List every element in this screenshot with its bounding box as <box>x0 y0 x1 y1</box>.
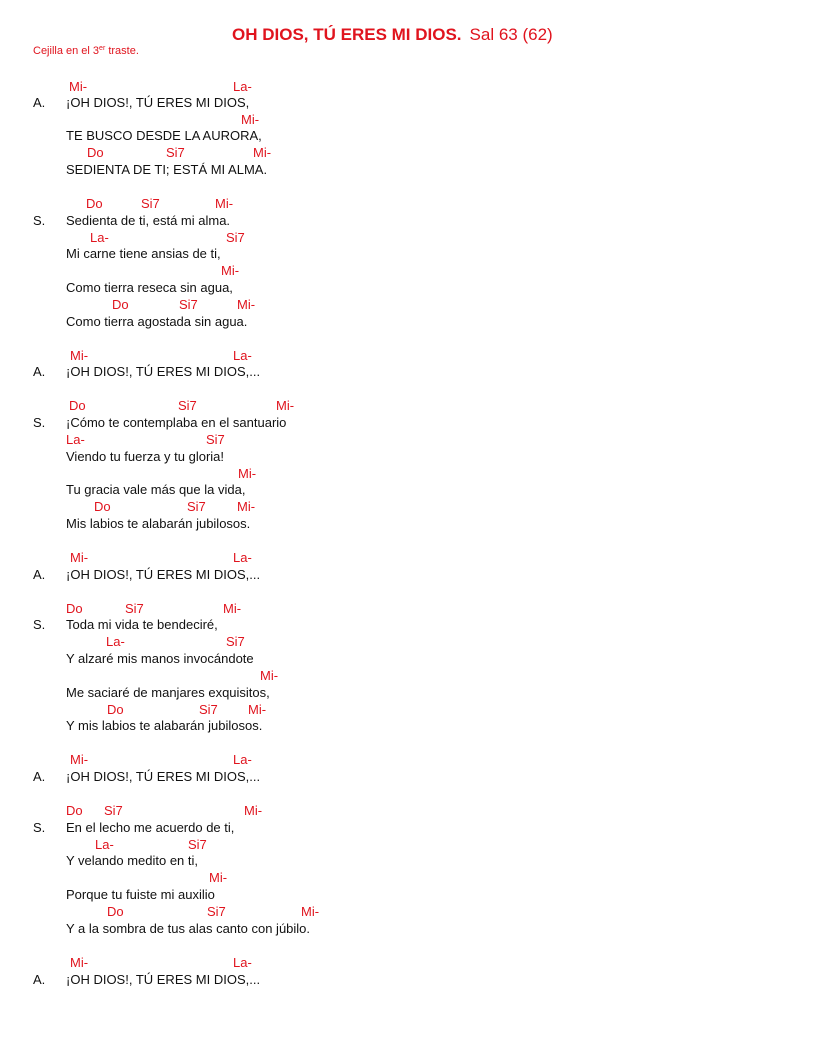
lyric-text: Y velando medito en ti, <box>66 853 199 868</box>
chord: Si7 <box>187 499 206 514</box>
chord: Si7 <box>226 230 245 245</box>
chord: La- <box>90 230 109 245</box>
chord: Mi- <box>237 297 256 312</box>
chord: Mi- <box>215 196 234 211</box>
psalm-reference: Sal 63 (62) <box>469 25 553 44</box>
chord: Si7 <box>188 837 207 852</box>
lyric-text: Tu gracia vale más que la vida, <box>66 482 246 497</box>
capo-superscript: er <box>99 45 106 52</box>
chord: Do <box>66 601 83 616</box>
chord: Mi- <box>237 499 256 514</box>
chord: Mi- <box>241 112 260 127</box>
lyric-text: ¡OH DIOS!, TÚ ERES MI DIOS,... <box>66 567 261 582</box>
chord: Do <box>94 499 111 514</box>
chord: Mi- <box>70 348 89 363</box>
lyric-text: Y alzaré mis manos invocándote <box>66 651 254 666</box>
chord: Mi- <box>238 466 257 481</box>
speaker-label: S. <box>33 617 46 632</box>
lyric-text: Como tierra agostada sin agua. <box>66 314 248 329</box>
speaker-label: A. <box>33 567 46 582</box>
song-title <box>232 25 553 45</box>
chord: Do <box>86 196 103 211</box>
lyric-text: ¡OH DIOS!, TÚ ERES MI DIOS,... <box>66 769 261 784</box>
chord: Si7 <box>178 398 197 413</box>
chord: Do <box>69 398 86 413</box>
lyric-text: TE BUSCO DESDE LA AURORA, <box>66 128 262 143</box>
speaker-label: S. <box>33 213 46 228</box>
lyric-text: Mi carne tiene ansias de ti, <box>66 246 221 261</box>
chord: Si7 <box>226 634 245 649</box>
chord: Si7 <box>206 432 225 447</box>
chord: Mi- <box>223 601 242 616</box>
chord: La- <box>233 79 252 94</box>
chord: Mi- <box>244 803 263 818</box>
chord: La- <box>95 837 114 852</box>
chord: Mi- <box>69 79 88 94</box>
capo-note <box>33 45 139 57</box>
lyric-text: En el lecho me acuerdo de ti, <box>66 820 235 835</box>
chord: Si7 <box>104 803 123 818</box>
chord: Mi- <box>70 752 89 767</box>
chord: La- <box>233 752 252 767</box>
lyric-text: ¡OH DIOS!, TÚ ERES MI DIOS, <box>66 95 250 110</box>
lyric-text: Me saciaré de manjares exquisitos, <box>66 685 270 700</box>
lyric-text: ¡Cómo te contemplaba en el santuario <box>66 415 287 430</box>
chord: La- <box>106 634 125 649</box>
speaker-label: A. <box>33 364 46 379</box>
speaker-label: S. <box>33 820 46 835</box>
title-text: OH DIOS, TÚ ERES MI DIOS. <box>232 25 462 44</box>
lyric-text: Toda mi vida te bendeciré, <box>66 617 218 632</box>
lyric-text: ¡OH DIOS!, TÚ ERES MI DIOS,... <box>66 972 261 987</box>
chord: La- <box>66 432 85 447</box>
chord: Mi- <box>70 550 89 565</box>
chord: Mi- <box>276 398 295 413</box>
chord: Si7 <box>141 196 160 211</box>
lyric-text: ¡OH DIOS!, TÚ ERES MI DIOS,... <box>66 364 261 379</box>
chord: Do <box>107 702 124 717</box>
chord: Mi- <box>253 145 272 160</box>
lyric-text: Como tierra reseca sin agua, <box>66 280 233 295</box>
lyric-text: Y mis labios te alabarán jubilosos. <box>66 718 263 733</box>
speaker-label: S. <box>33 415 46 430</box>
lyric-text: Porque tu fuiste mi auxilio <box>66 887 215 902</box>
chord: La- <box>233 550 252 565</box>
chord: Do <box>66 803 83 818</box>
speaker-label: A. <box>33 95 46 110</box>
speaker-label: A. <box>33 972 46 987</box>
chord: Mi- <box>209 870 228 885</box>
chord: La- <box>233 348 252 363</box>
chord: Si7 <box>166 145 185 160</box>
chord: Mi- <box>248 702 267 717</box>
chord: Si7 <box>179 297 198 312</box>
chord: Do <box>112 297 129 312</box>
lyric-text: Sedienta de ti, está mi alma. <box>66 213 231 228</box>
chord: Do <box>107 904 124 919</box>
chord: Mi- <box>221 263 240 278</box>
chord: Si7 <box>207 904 226 919</box>
capo-text: Cejilla en el 3 <box>33 45 100 57</box>
chord: Mi- <box>260 668 279 683</box>
lyric-text: Y a la sombra de tus alas canto con júbilo. <box>66 921 311 936</box>
lyric-text: Mis labios te alabarán jubilosos. <box>66 516 251 531</box>
chord: Si7 <box>125 601 144 616</box>
capo-suffix: traste. <box>105 45 139 57</box>
chord: Mi- <box>301 904 320 919</box>
chord: La- <box>233 955 252 970</box>
chord: Mi- <box>70 955 89 970</box>
chord: Si7 <box>199 702 218 717</box>
lyric-text: Viendo tu fuerza y tu gloria! <box>66 449 225 464</box>
lyric-text: SEDIENTA DE TI; ESTÁ MI ALMA. <box>66 162 268 177</box>
chord: Do <box>87 145 104 160</box>
speaker-label: A. <box>33 769 46 784</box>
